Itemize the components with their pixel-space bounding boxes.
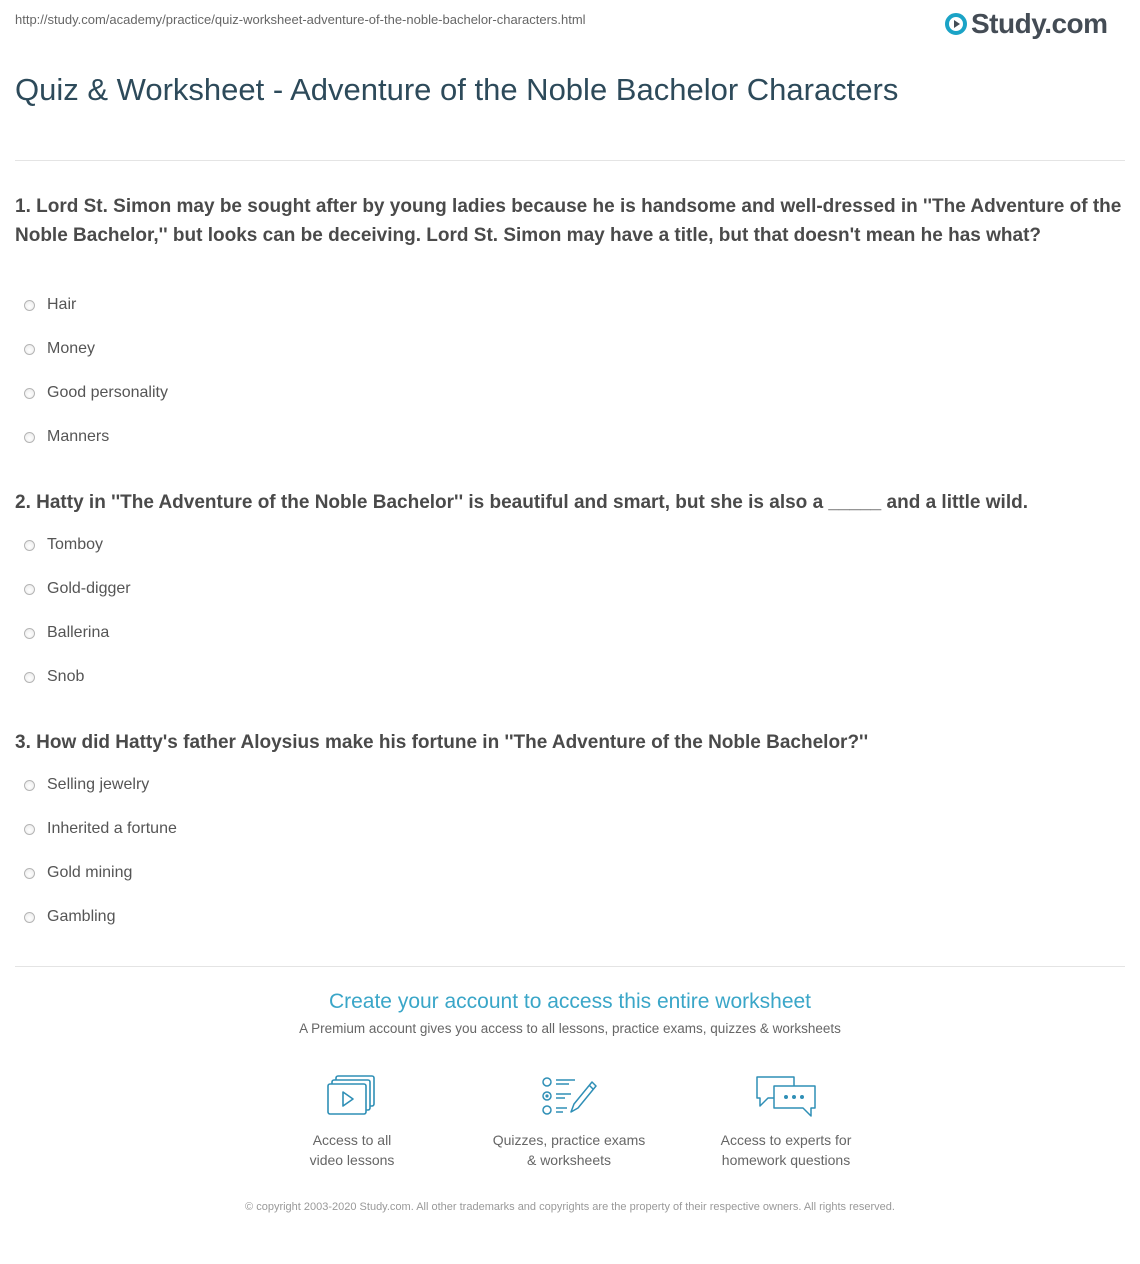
q1-option-4[interactable]: [24, 428, 109, 446]
radio-button[interactable]: [24, 780, 35, 791]
page-url: http://study.com/academy/practice/quiz-worksheet-adventure-of-the-noble-bachelor-characters.html: [15, 12, 586, 27]
feature-line-2: video lessons: [309, 1152, 395, 1168]
q3-option-3[interactable]: [24, 864, 132, 882]
option-label: Tomboy: [47, 536, 104, 553]
radio-button[interactable]: [24, 584, 35, 595]
radio-button[interactable]: [24, 628, 35, 639]
radio-button[interactable]: [24, 868, 35, 879]
option-label: Manners: [47, 428, 110, 445]
feature-line-2: & worksheets: [526, 1152, 612, 1168]
option-label: Inherited a fortune: [47, 820, 177, 837]
logo-text: Study.com: [971, 8, 1108, 39]
q3-option-1[interactable]: [24, 776, 149, 794]
q2-option-2[interactable]: [24, 580, 131, 598]
question-2-text: 2. Hatty in ''The Adventure of the Noble Bachelor'' is beautiful and smart, but she is also a _____ and a little wild.: [15, 492, 1028, 513]
page-title: Quiz & Worksheet - Adventure of the Noble Bachelor Characters: [15, 72, 899, 107]
q2-option-1[interactable]: [24, 536, 103, 554]
radio-button[interactable]: [24, 824, 35, 835]
title-divider: [15, 160, 1125, 161]
radio-button[interactable]: [24, 432, 35, 443]
radio-button[interactable]: [24, 344, 35, 355]
feature-line-1: Quizzes, practice exams: [492, 1132, 646, 1148]
option-label: Money: [47, 340, 96, 357]
q2-option-3[interactable]: [24, 624, 109, 642]
quiz-checklist-icon: [469, 1074, 669, 1118]
q3-option-4[interactable]: [24, 908, 115, 926]
questions-divider: [15, 966, 1125, 967]
option-label: Gold-digger: [47, 580, 131, 597]
q1-option-1[interactable]: [24, 296, 76, 314]
option-label: Snob: [47, 668, 85, 685]
study-logo[interactable]: [945, 8, 1108, 40]
option-label: Good personality: [47, 384, 168, 401]
option-label: Selling jewelry: [47, 776, 150, 793]
radio-button[interactable]: [24, 912, 35, 923]
feature-line-1: Access to all: [312, 1132, 392, 1148]
option-label: Ballerina: [47, 624, 110, 641]
option-label: Hair: [47, 296, 77, 313]
play-circle-icon: [945, 13, 967, 35]
feature-line-2: homework questions: [721, 1152, 851, 1168]
option-label: Gold mining: [47, 864, 133, 881]
question-1-text: 1. Lord St. Simon may be sought after by young ladies because he is handsome and well-dressed in ''The Adventure of the Noble Bachelor,'' but looks can be deceiving. Lord St. Simon may have a title, but that doesn't mean he has what?: [15, 196, 1122, 246]
feature-line-1: Access to experts for: [720, 1132, 852, 1148]
radio-button[interactable]: [24, 388, 35, 399]
q1-option-2[interactable]: [24, 340, 95, 358]
option-label: Gambling: [47, 908, 116, 925]
radio-button[interactable]: [24, 672, 35, 683]
q1-option-3[interactable]: [24, 384, 168, 402]
feature-video-lessons: [252, 1074, 452, 1170]
premium-subtext: A Premium account gives you access to all lessons, practice exams, quizzes & worksheets: [299, 1021, 841, 1036]
radio-button[interactable]: [24, 540, 35, 551]
copyright-notice: © copyright 2003-2020 Study.com. All other trademarks and copyrights are the property of their respective owners. All rights reserved.: [245, 1201, 895, 1213]
feature-experts: [686, 1074, 886, 1170]
radio-button[interactable]: [24, 300, 35, 311]
q2-option-4[interactable]: [24, 668, 84, 686]
create-account-link[interactable]: Create your account to access this entire worksheet: [328, 990, 812, 1013]
chat-bubbles-icon: [686, 1074, 886, 1118]
q3-option-2[interactable]: [24, 820, 177, 838]
feature-quizzes: [469, 1074, 669, 1170]
video-lessons-icon: [252, 1074, 452, 1118]
question-3-text: 3. How did Hatty's father Aloysius make his fortune in ''The Adventure of the Noble Bachelor?'': [15, 732, 869, 753]
